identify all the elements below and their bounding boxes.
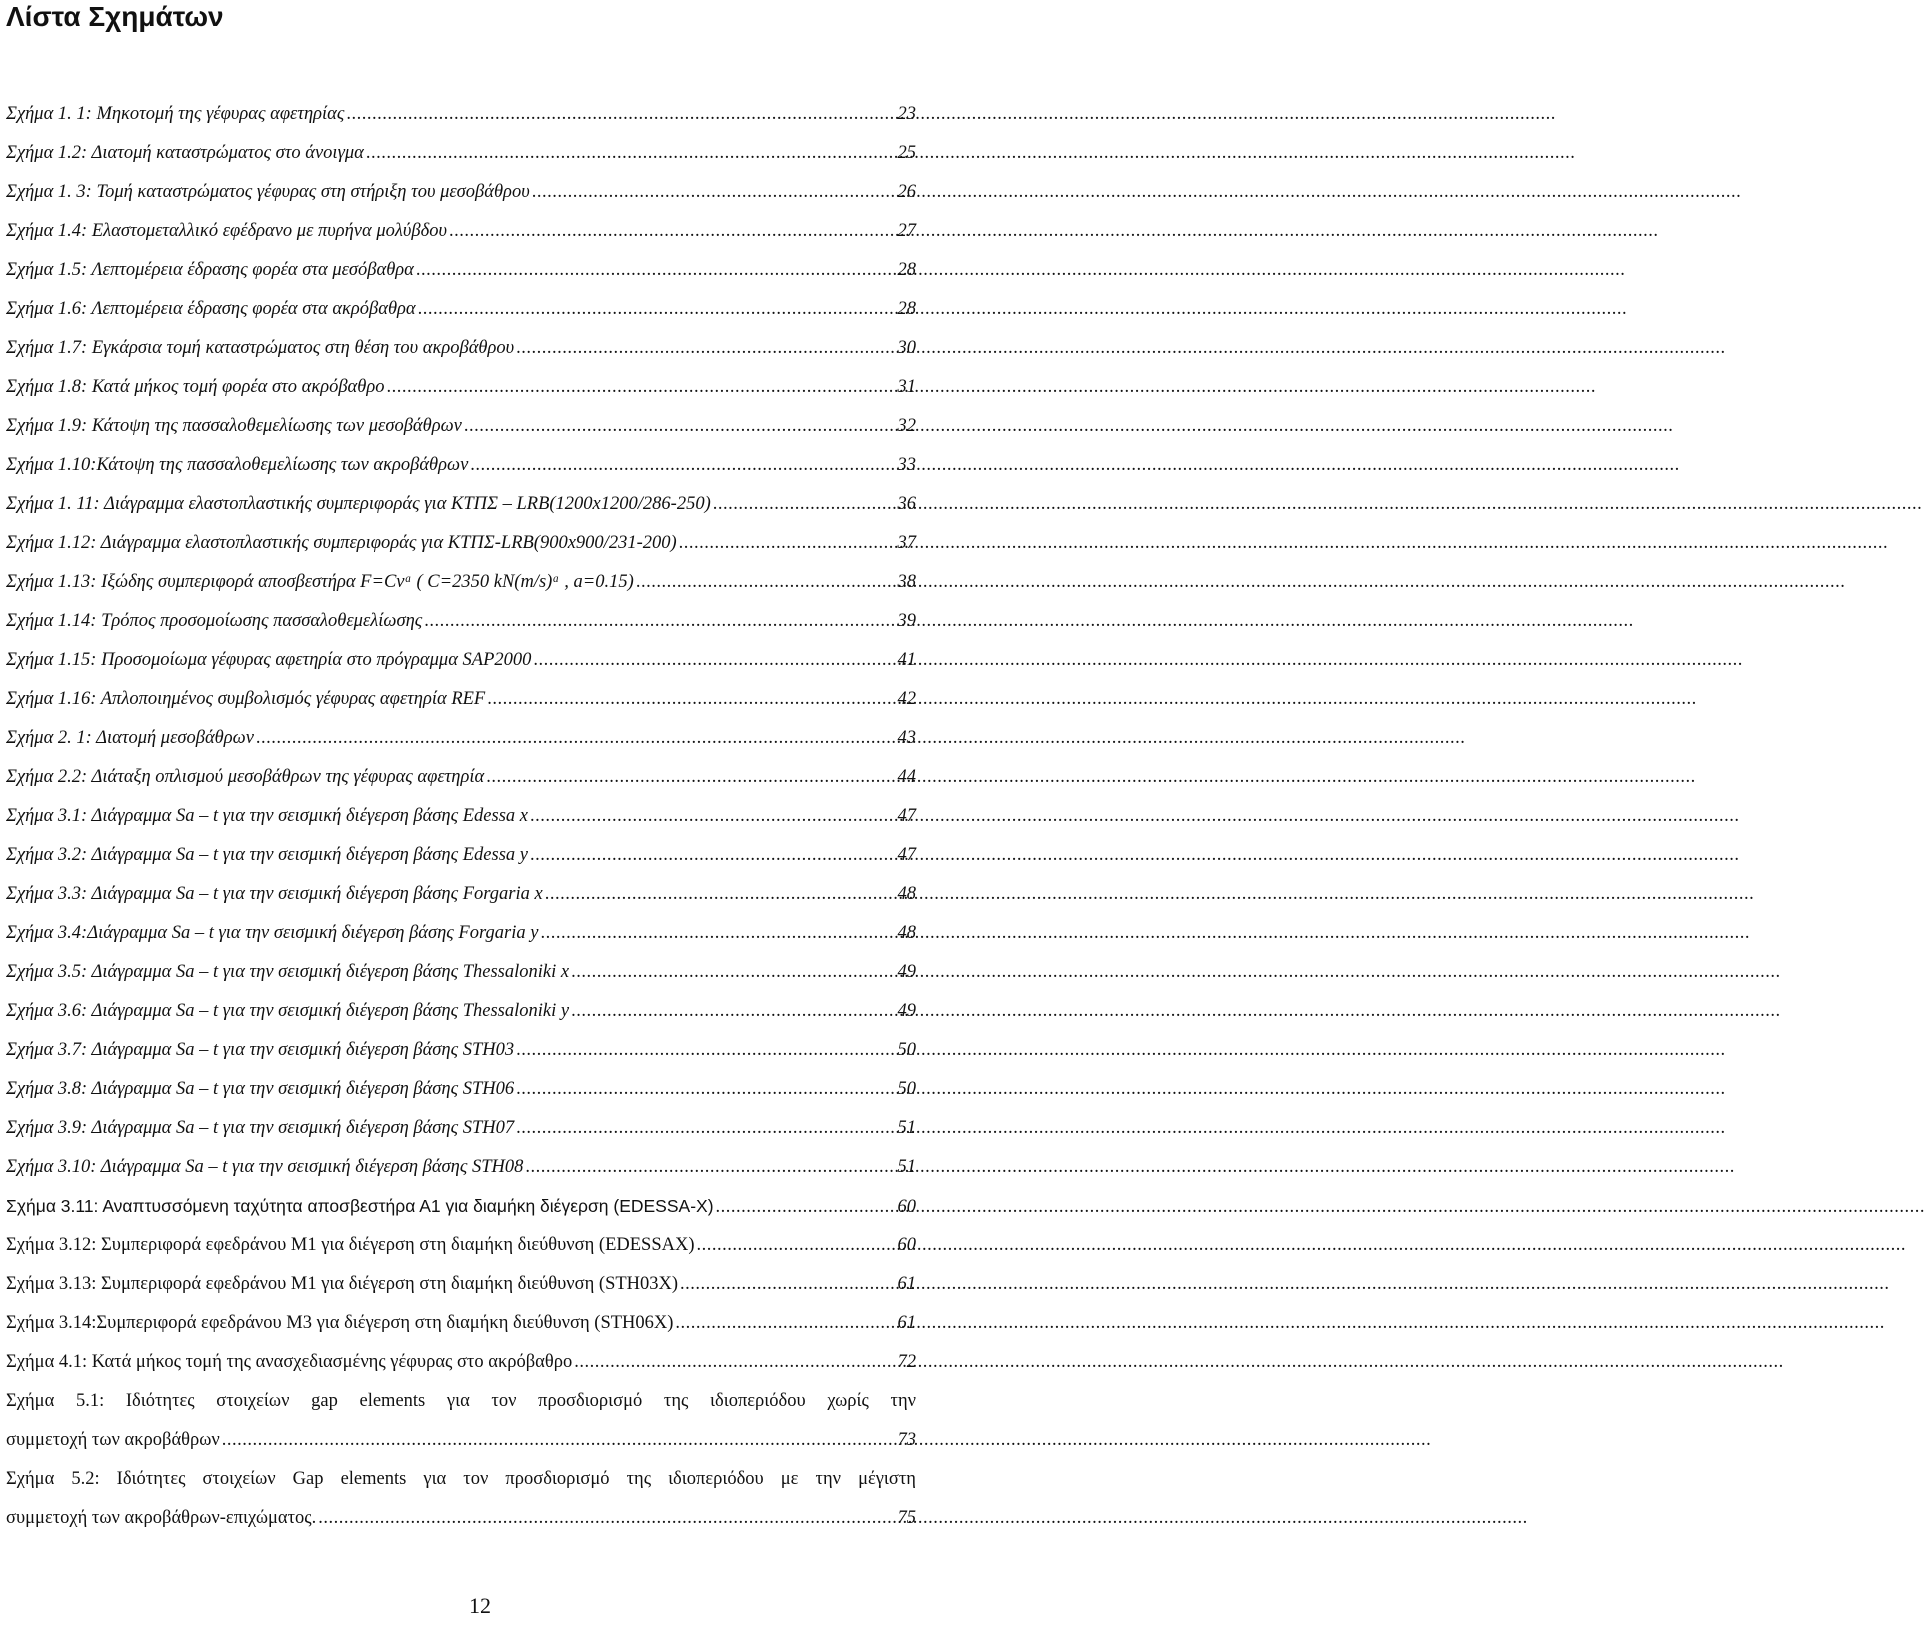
toc-entry-page: 28 [897,299,916,319]
dot-leader [516,1109,895,1148]
toc-entry-page: 42 [897,689,916,709]
toc-entry-page: 38 [897,572,916,592]
toc-entry[interactable] [6,251,916,290]
dot-leader [464,407,896,446]
dot-leader [449,212,896,251]
toc-entry-page: 47 [897,806,916,826]
document-page [0,0,960,1634]
toc-entry[interactable] [6,914,916,953]
toc-entry-label: Σχήμα 3.7: Διάγραμμα Sa – t για την σεισμική διέγερση βάσης STH03 [6,1040,515,1060]
toc-entry[interactable] [6,1304,916,1343]
dot-leader [516,1070,895,1109]
toc-entry-label: Σχήμα 3.10: Διάγραμμα Sa – t για την σεισμική διέγερση βάσης STH08 [6,1157,524,1177]
toc-entry[interactable] [6,641,916,680]
toc-entry[interactable] [6,836,916,875]
toc-entry-label: Σχήμα 1.7: Εγκάρσια τομή καταστρώματος στη θέση του ακροβάθρου [6,338,515,358]
page-number: 12 [469,1593,491,1618]
toc-entry[interactable] [6,680,916,719]
toc-entry-page: 43 [897,728,916,748]
toc-entry-page: 39 [897,611,916,631]
toc-entry-label: Σχήμα 3.11: Αναπτυσσόμενη ταχύτητα αποσβεστήρα Α1 για διαμήκη διέγερση (EDESSA-X) [6,1196,714,1216]
toc-entry[interactable] [6,329,916,368]
toc-entry-label: Σχήμα 2.2: Διάταξη οπλισμού μεσοβάθρων της γέφυρας αφετηρία [6,767,485,787]
toc-entry-page: 48 [897,923,916,943]
toc-entry[interactable] [6,446,916,485]
toc-entry[interactable] [6,1460,916,1538]
toc-entry-page: 49 [897,962,916,982]
dot-leader [545,875,896,914]
toc-entry-page: 50 [897,1040,916,1060]
dot-leader [386,368,895,407]
dot-leader [679,524,896,563]
toc-entry-page: 72 [897,1352,916,1372]
toc-entry[interactable] [6,1070,916,1109]
toc-entry[interactable] [6,563,916,602]
toc-entry[interactable] [6,407,916,446]
toc-entry[interactable] [6,1226,916,1265]
page-title: Λίστα Σχημάτων [6,1,224,32]
toc-entry-label: Σχήμα 1.8: Κατά μήκος τομή φορέα στο ακρόβαθρο [6,377,385,397]
toc-entry-page: 31 [897,377,916,397]
toc-entry-label: Σχήμα 1.15: Προσομοίωμα γέφυρας αφετηρία στο πρόγραμμα SAP2000 [6,650,532,670]
toc-entry-page: 61 [897,1313,916,1333]
toc-entry-page: 51 [897,1118,916,1138]
dot-leader [680,1265,895,1304]
dot-leader [418,290,896,329]
toc-entry-page: 60 [897,1197,916,1217]
dot-leader [530,797,896,836]
toc-entry-page: 50 [897,1079,916,1099]
toc-entry-label: Σχήμα 1.16: Απλοποιημένος συμβολισμός γέφυρας αφετηρία REF [6,689,486,709]
toc-entry[interactable] [6,1382,916,1460]
toc-entry-label-continued: συμμετοχή των ακροβάθρων-επιχώματος. [6,1508,317,1528]
toc-entry-page: 47 [897,845,916,865]
toc-entry-page: 36 [897,494,916,514]
toc-entry-page: 26 [897,182,916,202]
dot-leader [540,914,895,953]
toc-entry-label: Σχήμα 1. 1: Μηκοτομή της γέφυρας αφετηρίας [6,104,345,124]
toc-entry[interactable] [6,524,916,563]
dot-leader [533,641,895,680]
toc-entry-label: Σχήμα 1.14: Τρόπος προσομοίωσης πασσαλοθεμελίωσης [6,611,423,631]
toc-entry[interactable] [6,992,916,1031]
dot-leader [486,758,895,797]
toc-entry[interactable] [6,1265,916,1304]
toc-entry-label: Σχήμα 3.14:Συμπεριφορά εφεδράνου Μ3 για διέγερση στη διαμήκη διεύθυνση (STH06X) [6,1313,674,1333]
dot-leader [256,719,896,758]
toc-entry-label: Σχήμα 5.2: Ιδιότητες στοιχείων Gap elements για τον προσδιορισμό της ιδιοπεριόδου με την μέγιστη [6,1469,916,1489]
dot-leader [318,1499,895,1538]
toc-entry-page: 30 [897,338,916,358]
toc-entry[interactable] [6,95,916,134]
toc-entry-label: Σχήμα 3.2: Διάγραμμα Sa – t για την σεισμική διέγερση βάσης Edessa y [6,845,528,865]
dot-leader [713,485,896,524]
dot-leader [571,992,895,1031]
toc-entry-label: Σχήμα 3.3: Διάγραμμα Sa – t για την σεισμική διέγερση βάσης Forgaria x [6,884,543,904]
toc-entry-label: Σχήμα 3.1: Διάγραμμα Sa – t για την σεισμική διέγερση βάσης Edessa x [6,806,528,826]
dot-leader [530,836,896,875]
dot-leader [487,680,895,719]
toc-entry-page: 75 [897,1508,916,1528]
toc-entry[interactable] [6,758,916,797]
toc-entry[interactable] [6,134,916,173]
toc-entry[interactable] [6,1187,916,1226]
toc-entry-page: 23 [897,104,916,124]
toc-entry-page: 44 [897,767,916,787]
toc-entry-label: Σχήμα 1. 11: Διάγραμμα ελαστοπλαστικής συμπεριφοράς για ΚΤΠΣ – LRB(1200x1200/286-250) [6,494,711,514]
toc-entry-label: Σχήμα 3.5: Διάγραμμα Sa – t για την σεισμική διέγερση βάσης Thessaloniki x [6,962,570,982]
dot-leader [516,329,895,368]
toc-entry[interactable] [6,1148,916,1187]
toc-entry-label-continued: συμμετοχή των ακροβάθρων [6,1430,220,1450]
dot-leader [346,95,895,134]
toc-entry[interactable] [6,797,916,836]
toc-entry-label: Σχήμα 1. 3: Τομή καταστρώματος γέφυρας στη στήριξη του μεσοβάθρου [6,182,530,202]
dot-leader [571,953,895,992]
toc-entry-continuation [6,1499,916,1538]
dot-leader [424,602,895,641]
toc-entry-page: 73 [897,1430,916,1450]
dot-leader [574,1343,895,1382]
toc-entry-label: Σχήμα 1.10:Κάτοψη της πασσαλοθεμελίωσης των ακροβάθρων [6,455,469,475]
toc-entry-label: Σχήμα 3.6: Διάγραμμα Sa – t για την σεισμική διέγερση βάσης Thessaloniki y [6,1001,570,1021]
toc-entry-label: Σχήμα 2. 1: Διατομή μεσοβάθρων [6,728,254,748]
toc-entry[interactable] [6,173,916,212]
toc-entry-page: 51 [897,1157,916,1177]
dot-leader [532,173,896,212]
toc-entry[interactable] [6,719,916,758]
toc-entry-page: 33 [897,455,916,475]
toc-entry-label: Σχήμα 5.1: Ιδιότητες στοιχείων gap elements για τον προσδιορισμό της ιδιοπεριόδου χωρίς την [6,1391,916,1411]
dot-leader [222,1421,896,1460]
toc-entry-label: Σχήμα 3.4:Διάγραμμα Sa – t για την σεισμική διέγερση βάσης Forgaria y [6,923,539,943]
toc-entry-label: Σχήμα 1.9: Κάτοψη της πασσαλοθεμελίωσης των μεσοβάθρων [6,416,462,436]
toc-entry-page: 61 [897,1274,916,1294]
dot-leader [675,1304,895,1343]
toc-entry-label: Σχήμα 3.13: Συμπεριφορά εφεδράνου Μ1 για διέγερση στη διαμήκη διεύθυνση (STH03X) [6,1274,679,1294]
toc-entry-page: 25 [897,143,916,163]
dot-leader [416,251,896,290]
toc-entry[interactable] [6,290,916,329]
toc-entry[interactable] [6,212,916,251]
toc-entry[interactable] [6,953,916,992]
dot-leader [516,1031,895,1070]
toc-entry[interactable] [6,1109,916,1148]
dot-leader [470,446,895,485]
toc-entry[interactable] [6,875,916,914]
toc-entry-label: Σχήμα 3.12: Συμπεριφορά εφεδράνου Μ1 για διέγερση στη διαμήκη διεύθυνση (EDESSAX) [6,1235,695,1255]
dot-leader [636,563,896,602]
list-of-figures [6,95,916,1538]
toc-entry-label: Σχήμα 1.4: Ελαστομεταλλικό εφέδρανο με πυρήνα μολύβδου [6,221,447,241]
toc-entry-continuation [6,1421,916,1460]
toc-entry-label: Σχήμα 3.9: Διάγραμμα Sa – t για την σεισμική διέγερση βάσης STH07 [6,1118,515,1138]
dot-leader [696,1226,895,1265]
dot-leader [366,134,896,173]
toc-entry[interactable] [6,1343,916,1382]
toc-entry[interactable] [6,485,916,524]
toc-entry-label: Σχήμα 1.2: Διατομή καταστρώματος στο άνοιγμα [6,143,364,163]
toc-entry-label: Σχήμα 1.12: Διάγραμμα ελαστοπλαστικής συμπεριφοράς για ΚΤΠΣ-LRB(900x900/231-200) [6,533,677,553]
toc-entry-label: Σχήμα 1.13: Ιξώδης συμπεριφορά αποσβεστήρα F=Cvᵃ ( C=2350 kN(m/s)ᵃ , a=0.15) [6,572,634,592]
toc-entry-label: Σχήμα 1.5: Λεπτομέρεια έδρασης φορέα στα μεσόβαθρα [6,260,414,280]
toc-entry[interactable] [6,1031,916,1070]
toc-entry-page: 37 [897,533,916,553]
toc-entry-page: 41 [897,650,916,670]
toc-entry-page: 48 [897,884,916,904]
toc-entry[interactable] [6,602,916,641]
toc-entry-page: 28 [897,260,916,280]
dot-leader [716,1188,896,1227]
toc-entry-label: Σχήμα 3.8: Διάγραμμα Sa – t για την σεισμική διέγερση βάσης STH06 [6,1079,515,1099]
toc-entry-label: Σχήμα 1.6: Λεπτομέρεια έδρασης φορέα στα ακρόβαθρα [6,299,416,319]
toc-entry-label: Σχήμα 4.1: Κατά μήκος τομή της ανασχεδιασμένης γέφυρας στο ακρόβαθρο [6,1352,573,1372]
toc-entry-page: 32 [897,416,916,436]
toc-entry[interactable] [6,368,916,407]
dot-leader [525,1148,895,1187]
toc-entry-page: 27 [897,221,916,241]
toc-entry-page: 49 [897,1001,916,1021]
toc-entry-page: 60 [897,1235,916,1255]
